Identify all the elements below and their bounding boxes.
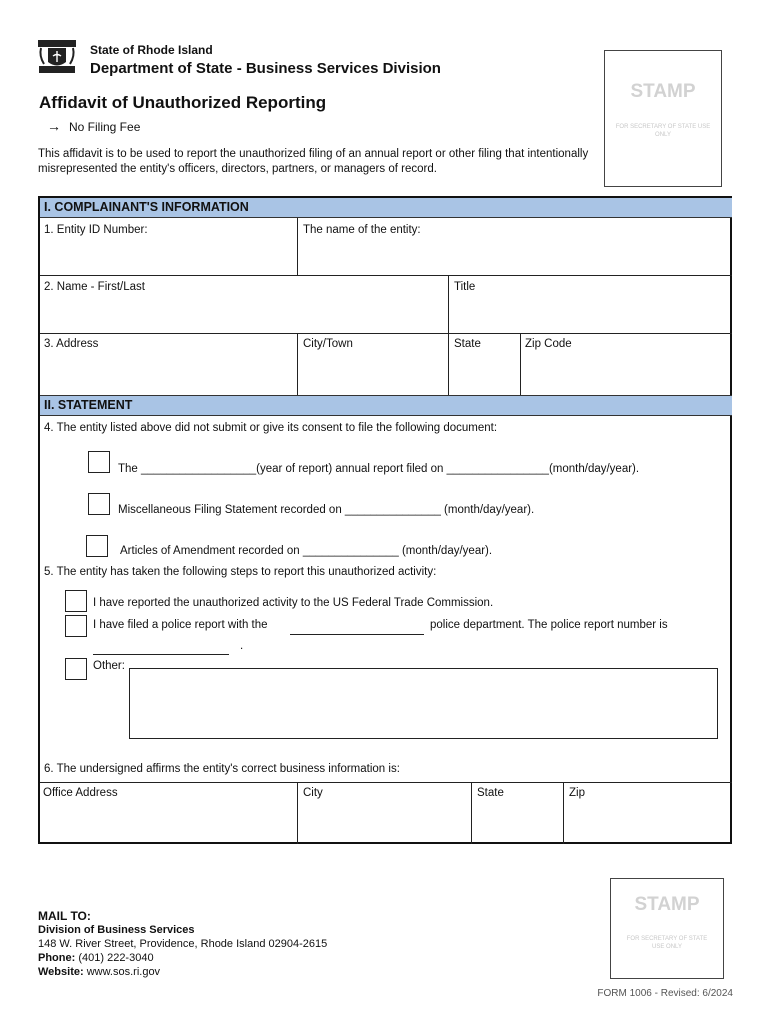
city-town-label: City/Town [303,338,353,350]
name-field[interactable] [40,276,447,333]
misc-filing-checkbox[interactable] [88,493,110,515]
address-label: 3. Address [44,338,99,350]
section-1-header: I. COMPLAINANT'S INFORMATION [40,198,732,218]
filing-fee [47,118,140,134]
phone-label: Phone: [38,952,76,964]
stamp-label-bottom: STAMP [634,894,700,915]
stamp-label: STAMP [630,81,696,102]
annual-report-checkbox[interactable] [88,451,110,473]
other-textarea[interactable] [129,668,718,739]
office-zip-label: Zip [569,787,585,799]
question-5: 5. The entity has taken the following steps to report this unauthorized activity: [44,566,437,578]
office-state-field[interactable] [472,783,562,843]
form-revision: FORM 1006 - Revised: 6/2024 [597,988,733,999]
form-body [38,196,732,844]
mail-phone-line [38,951,327,965]
office-address-field[interactable] [40,783,296,843]
entity-id-label: 1. Entity ID Number: [44,224,148,236]
police-report-checkbox[interactable] [65,615,87,637]
police-report-option: I have filed a police report with the [93,619,268,631]
state-name: State of Rhode Island [90,43,213,57]
website-link[interactable]: www.sos.ri.gov [86,966,161,978]
mail-address: 148 W. River Street, Providence, Rhode Island 02904-2615 [38,938,328,950]
ftc-report-checkbox[interactable] [65,590,87,612]
mail-website-line [38,965,327,979]
police-report-period: . [240,640,244,652]
section-2-header: II. STATEMENT [40,395,732,416]
address-field[interactable] [40,334,296,394]
city-field[interactable] [298,334,447,394]
office-city-field[interactable] [298,783,470,843]
entity-name-field[interactable] [298,218,730,275]
zip-field[interactable] [521,334,730,394]
website-label: Website: [38,966,84,978]
arrow-right-icon: → [47,118,61,134]
mail-to-label: MAIL TO: [38,909,91,923]
intro-text: This affidavit is to be used to report the unauthorized filing of an annual report or other filing that intentionally misrepresented the entity's officers, directors, partners, or managers of record. [38,148,589,175]
zip-code-label: Zip Code [525,338,572,350]
office-address-label: Office Address [43,787,118,799]
stamp-note-bottom: FOR SECRETARY OF STATE USE ONLY [626,936,708,950]
office-city-label: City [303,787,323,799]
filing-fee-text: No Filing Fee [69,120,141,134]
stamp-note: FOR SECRETARY OF STATE USE ONLY [615,124,711,138]
other-checkbox[interactable] [65,658,87,680]
question-6: 6. The undersigned affirms the entity's correct business information is: [44,763,400,775]
form-title: Affidavit of Unauthorized Reporting [39,93,327,112]
stamp-box-top [604,50,722,187]
articles-amendment-checkbox[interactable] [86,535,108,557]
police-report-option-cont: police department. The police report number is [430,619,668,631]
mail-to-block [38,909,327,979]
office-zip-field[interactable] [564,783,730,843]
articles-amendment-option: Articles of Amendment recorded on _______________ (month/day/year). [120,545,493,557]
annual-report-option: The __________________(year of report) annual report filed on ________________(month/day/year). [118,463,640,475]
entity-id-field[interactable] [40,218,296,275]
other-label: Other: [93,660,125,672]
office-state-label: State [477,787,504,799]
ftc-report-option: I have reported the unauthorized activity to the US Federal Trade Commission. [93,597,494,609]
misc-filing-option: Miscellaneous Filing Statement recorded on _______________ (month/day/year). [118,504,535,516]
title-label: Title [454,281,476,293]
police-report-number-field[interactable] [93,654,229,655]
police-department-field[interactable] [290,634,424,635]
name-label: 2. Name - First/Last [44,281,145,293]
state-field[interactable] [449,334,519,394]
state-label: State [454,338,481,350]
department-name: Department of State - Business Services Division [90,60,441,77]
question-4: 4. The entity listed above did not submit or give its consent to file the following document: [44,422,498,434]
mail-division: Division of Business Services [38,924,195,936]
stamp-box-bottom [610,878,724,979]
state-seal-logo [36,36,78,78]
entity-name-label: The name of the entity: [303,224,421,236]
phone-value: (401) 222-3040 [78,952,154,964]
title-field[interactable] [449,276,730,333]
